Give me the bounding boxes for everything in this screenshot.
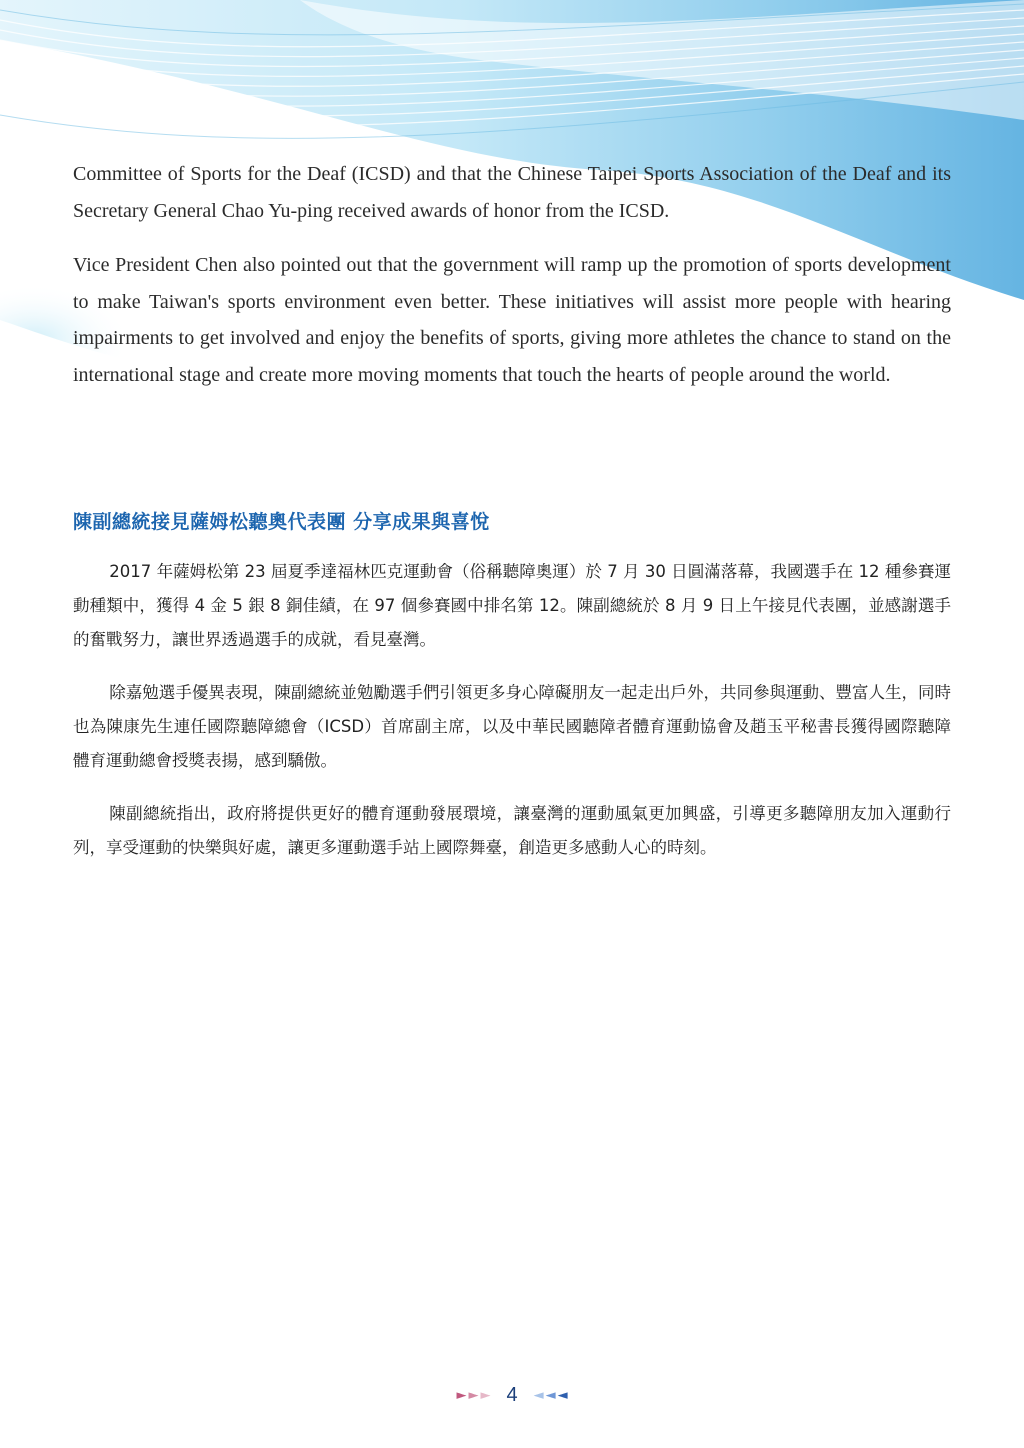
chinese-paragraph: 陳副總統指出，政府將提供更好的體育運動發展環境，讓臺灣的運動風氣更加興盛，引導更多聽障朋友加入運動行列，享受運動的快樂與好處，讓更多運動選手站上國際舞臺，創造更多感動人心的時刻。: [73, 804, 951, 857]
right-arrows-icon: ◄ ◄ ◄: [533, 1387, 568, 1403]
english-paragraph: Vice President Chen also pointed out that the government will ramp up the promotion of sports development to make Taiwan's sports environment even better. These initiatives will assist more people with hearing impairments to get involved and enjoy the benefits of sports, giving more athletes the chance to stand on the international stage and create more moving moments that touch the hearts of people around the world.: [73, 254, 951, 386]
chinese-article-title: 陳副總統接見薩姆松聽奧代表團 分享成果與喜悅: [73, 511, 490, 533]
english-paragraph: Committee of Sports for the Deaf (ICSD) and that the Chinese Taipei Sports Association of the Deaf and its Secretary General Chao Yu-ping received awards of honor from the ICSD.: [73, 163, 951, 222]
chinese-paragraph: 除嘉勉選手優異表現，陳副總統並勉勵選手們引領更多身心障礙朋友一起走出戶外，共同參與運動、豐富人生，同時也為陳康先生連任國際聽障總會（ICSD）首席副主席，以及中華民國聽障者體育運動協會及趙玉平秘書長獲得國際聽障體育運動總會授獎表揚，感到驕傲。: [73, 683, 951, 770]
left-arrows-icon: ► ► ►: [456, 1387, 491, 1403]
page-number: 4: [506, 1383, 518, 1406]
page-footer: [0, 1380, 1024, 1410]
english-article-continuation: [73, 156, 951, 411]
chinese-paragraph: 2017 年薩姆松第 23 屆夏季達福林匹克運動會（俗稱聽障奧運）於 7 月 30 日圓滿落幕，我國選手在 12 種參賽運動種類中，獲得 4 金 5 銀 8 銅佳績，在 97 個參賽國中排名第 12。陳副總統於 8 月 9 日上午接見代表團，並感謝選手的奮戰努力，讓世界透過選手的成就，看見臺灣。: [73, 562, 951, 649]
chinese-article-body: [73, 555, 951, 884]
